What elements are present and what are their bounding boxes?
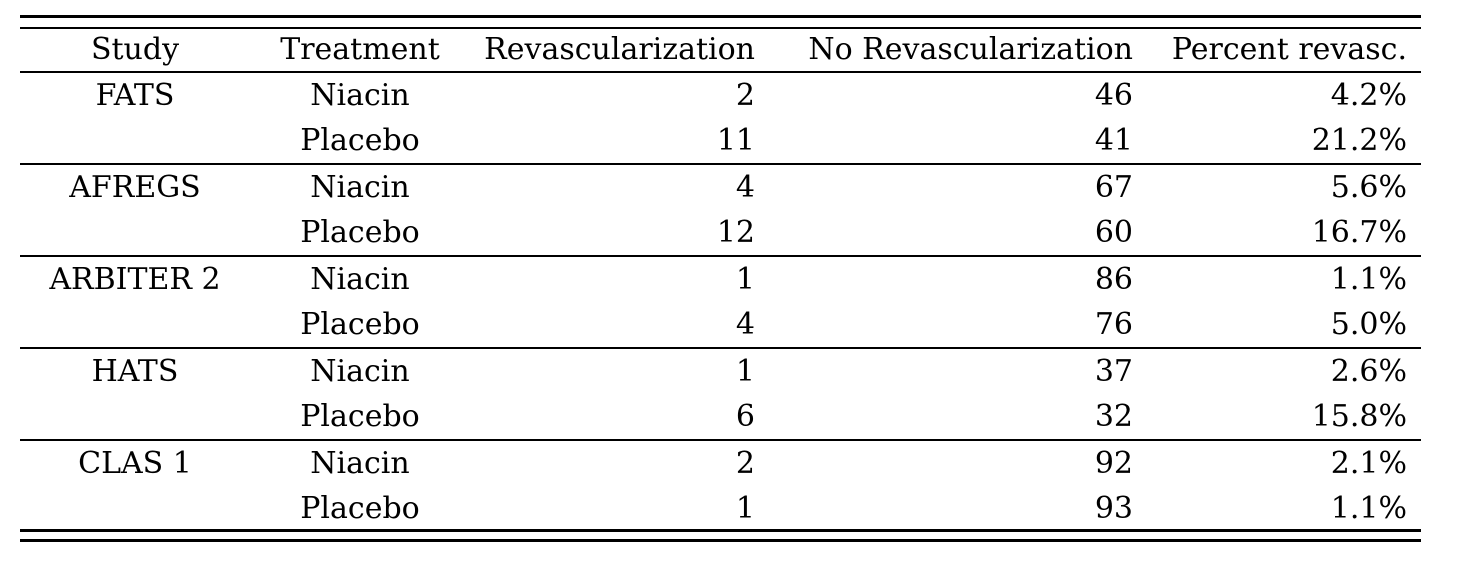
percent-revasc-cell: 2.6% [1330,353,1407,389]
revascularization-cell: 2 [735,77,755,113]
no-revascularization-cell: 46 [1094,77,1133,113]
revascularization-cell: 4 [735,169,755,205]
revascularization-cell: 1 [735,490,755,526]
bottom-double-rule-line-1 [20,529,1421,532]
table-body [20,72,1421,531]
study-cell: AFREGS [69,169,201,205]
column-header-no-revascularization: No Revascularization [769,29,1147,72]
no-revascularization-cell: 93 [1094,490,1133,526]
percent-revasc-cell: 16.7% [1147,210,1421,256]
table-row [20,348,1421,394]
no-revascularization-cell: 32 [769,394,1147,440]
percent-revasc-cell: 5.6% [1330,169,1407,205]
table-row [20,302,1421,348]
revascularization-cell: 1 [735,353,755,389]
treatment-cell: Niacin [310,77,410,113]
column-header-revascularization: Revascularization [470,29,769,72]
treatment-cell: Niacin [310,353,410,389]
treatment-cell: Placebo [250,302,470,348]
column-header-percent-revasc: Percent revasc. [1147,29,1421,72]
table-row [20,440,1421,486]
revascularization-cell: 6 [470,394,769,440]
revascularization-cell: 4 [470,302,769,348]
treatment-cell: Niacin [310,169,410,205]
table-row [20,72,1421,118]
percent-revasc-cell: 2.1% [1330,445,1407,481]
study-cell: ARBITER 2 [49,261,221,297]
percent-revasc-cell: 1.1% [1330,261,1407,297]
revascularization-cell: 1 [735,261,755,297]
percent-revasc-cell: 4.2% [1330,77,1407,113]
column-header-study: Study [20,29,250,72]
table-row [20,486,1421,531]
no-revascularization-cell: 67 [1094,169,1133,205]
study-cell-empty [20,302,250,348]
table-row [20,256,1421,302]
revascularization-table [20,29,1421,531]
column-header-treatment: Treatment [250,29,470,72]
no-revascularization-cell: 76 [769,302,1147,348]
no-revascularization-cell: 60 [769,210,1147,256]
study-cell-empty [20,210,250,256]
no-revascularization-cell: 86 [1094,261,1133,297]
no-revascularization-cell: 92 [1094,445,1133,481]
percent-revasc-cell: 15.8% [1147,394,1421,440]
treatment-cell: Niacin [310,445,410,481]
percent-revasc-cell: 1.1% [1330,490,1407,526]
table-row [20,164,1421,210]
treatment-cell: Niacin [310,261,410,297]
study-cell-empty [20,486,250,531]
percent-revasc-cell: 21.2% [1147,118,1421,164]
top-double-rule-line-1 [20,15,1421,18]
study-cell: CLAS 1 [78,445,192,481]
bottom-double-rule-line-2 [20,539,1421,542]
study-cell-empty [20,118,250,164]
header-row [20,29,1421,72]
study-cell: FATS [95,77,175,113]
no-revascularization-cell: 41 [769,118,1147,164]
treatment-cell: Placebo [250,394,470,440]
no-revascularization-cell: 37 [1094,353,1133,389]
table-row [20,394,1421,440]
table-row [20,210,1421,256]
table-row [20,118,1421,164]
revascularization-cell: 2 [735,445,755,481]
table-header [20,29,1421,72]
study-cell: HATS [91,353,179,389]
study-cell-empty [20,394,250,440]
revascularization-cell: 11 [470,118,769,164]
treatment-cell: Placebo [250,210,470,256]
percent-revasc-cell: 5.0% [1147,302,1421,348]
treatment-cell: Placebo [250,118,470,164]
revascularization-cell: 12 [470,210,769,256]
treatment-cell: Placebo [300,490,420,526]
